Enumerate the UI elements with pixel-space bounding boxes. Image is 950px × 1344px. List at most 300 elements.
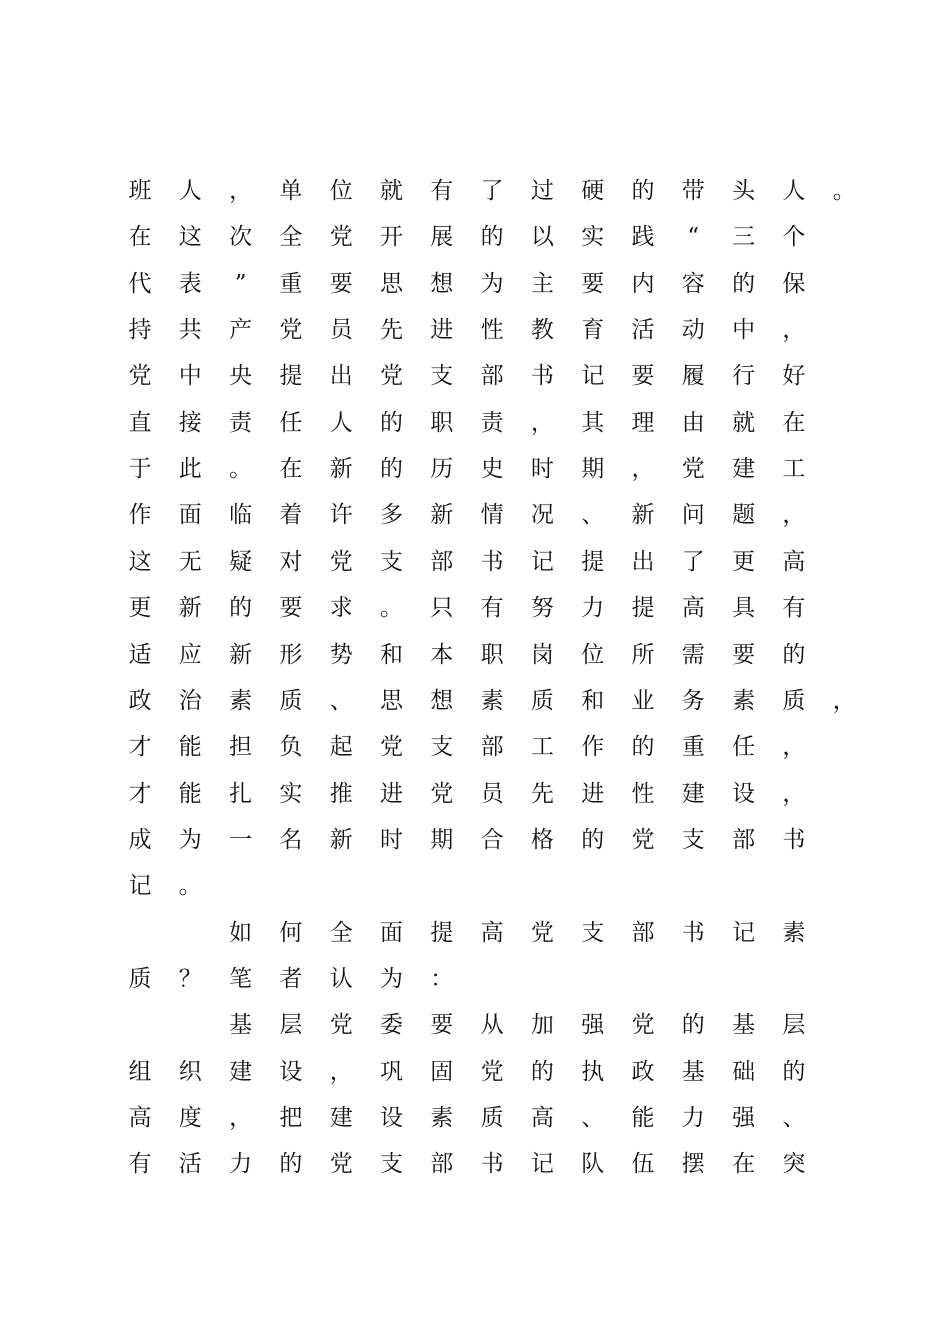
text-char: 对 bbox=[279, 548, 303, 575]
text-char: 党 bbox=[329, 1012, 353, 1039]
text-char: 高 bbox=[681, 595, 705, 622]
text-char: 好 bbox=[782, 363, 806, 390]
text-char: 高 bbox=[480, 919, 504, 946]
text-char: 持 bbox=[128, 317, 152, 344]
text-char: 有 bbox=[480, 595, 504, 622]
text-char: “ bbox=[687, 224, 700, 251]
text-char bbox=[125, 1002, 155, 1048]
text-char: 要 bbox=[581, 270, 605, 297]
text-char: 就 bbox=[732, 409, 756, 436]
text-char: 扎 bbox=[229, 780, 253, 807]
text-char: 要 bbox=[732, 641, 756, 668]
text-char: 为 bbox=[380, 965, 403, 992]
text-char: 员 bbox=[480, 780, 504, 807]
text-char: 党 bbox=[128, 363, 152, 390]
text-char: ， bbox=[782, 780, 806, 807]
text-char: 才 bbox=[128, 780, 152, 807]
text-char: 素 bbox=[480, 687, 504, 714]
text-char: 的 bbox=[480, 224, 504, 251]
text-char: 能 bbox=[178, 734, 202, 761]
text-char: 人 bbox=[329, 409, 353, 436]
text-char: 部 bbox=[430, 548, 454, 575]
text-char: 先 bbox=[530, 780, 554, 807]
text-char: 有 bbox=[782, 595, 806, 622]
text-char: 应 bbox=[178, 641, 202, 668]
text-char: 性 bbox=[480, 317, 504, 344]
text-char: 为 bbox=[178, 826, 202, 853]
text-char: 、 bbox=[782, 1105, 806, 1131]
text-char: 织 bbox=[178, 1058, 202, 1085]
text-char: 任 bbox=[732, 734, 756, 761]
text-char: 记 bbox=[581, 363, 605, 390]
text-char: 于 bbox=[128, 456, 152, 483]
text-char: 部 bbox=[732, 826, 756, 853]
text-char: 期 bbox=[430, 826, 454, 853]
text-char: 新 bbox=[430, 502, 454, 529]
text-char: 巩 bbox=[380, 1058, 403, 1085]
text-char: 质 bbox=[530, 687, 554, 714]
text-char: 建 bbox=[229, 1058, 253, 1085]
text-char: 活 bbox=[178, 1151, 202, 1178]
text-char: 想 bbox=[430, 687, 454, 714]
text-char: 度 bbox=[178, 1105, 202, 1131]
text-char: 部 bbox=[631, 919, 655, 946]
text-char: 质 bbox=[782, 687, 806, 714]
text-char: ， bbox=[229, 1105, 253, 1131]
text-line bbox=[0, 307, 950, 353]
text-char: 业 bbox=[631, 687, 655, 714]
text-char: 作 bbox=[581, 734, 605, 761]
text-char: 。 bbox=[178, 873, 202, 900]
text-char: 容 bbox=[681, 270, 705, 297]
text-char: 素 bbox=[782, 919, 806, 946]
text-char: 新 bbox=[178, 595, 202, 622]
text-char: 出 bbox=[631, 548, 655, 575]
text-char: 在 bbox=[782, 409, 806, 436]
text-char: 责 bbox=[480, 409, 504, 436]
text-char: 履 bbox=[681, 363, 705, 390]
text-line bbox=[0, 261, 950, 307]
text-char: 格 bbox=[530, 826, 554, 853]
text-char: 内 bbox=[631, 270, 655, 297]
text-char: 势 bbox=[329, 641, 353, 668]
text-char: 实 bbox=[581, 224, 605, 251]
text-char: 合 bbox=[480, 826, 504, 853]
text-char: 组 bbox=[128, 1058, 152, 1085]
text-char: 设 bbox=[732, 780, 756, 807]
text-char: 时 bbox=[380, 826, 403, 853]
text-char: 进 bbox=[430, 317, 454, 344]
text-char: 党 bbox=[480, 1058, 504, 1085]
text-char: 加 bbox=[530, 1012, 554, 1039]
text-char: 层 bbox=[279, 1012, 303, 1039]
text-line bbox=[0, 1095, 950, 1141]
text-char: 以 bbox=[530, 224, 554, 251]
text-char: 一 bbox=[229, 826, 253, 853]
text-char: ， bbox=[782, 502, 806, 529]
text-char: 层 bbox=[782, 1012, 806, 1039]
text-char: 素 bbox=[229, 687, 253, 714]
text-char: 者 bbox=[279, 965, 303, 992]
text-char: 的 bbox=[631, 178, 655, 204]
text-char: 新 bbox=[631, 502, 655, 529]
text-char: ， bbox=[832, 687, 856, 714]
text-char: 推 bbox=[329, 780, 353, 807]
text-char: 素 bbox=[430, 1105, 454, 1131]
text-char: 能 bbox=[631, 1105, 655, 1131]
text-line bbox=[0, 632, 950, 678]
text-char: 记 bbox=[732, 919, 756, 946]
text-char: 为 bbox=[480, 270, 504, 297]
text-char: 的 bbox=[782, 1058, 806, 1085]
text-char: 的 bbox=[279, 1151, 303, 1178]
text-char: 力 bbox=[229, 1151, 253, 1178]
text-char: 提 bbox=[631, 595, 655, 622]
text-char: 在 bbox=[732, 1151, 756, 1178]
text-char: 记 bbox=[530, 1151, 554, 1178]
text-char: 历 bbox=[430, 456, 454, 483]
text-char: 努 bbox=[530, 595, 554, 622]
text-char: 的 bbox=[732, 270, 756, 297]
text-line bbox=[0, 400, 950, 446]
text-char: 从 bbox=[480, 1012, 504, 1039]
text-line bbox=[0, 817, 950, 863]
text-char: 素 bbox=[732, 687, 756, 714]
text-char: 任 bbox=[279, 409, 303, 436]
text-char: 动 bbox=[681, 317, 705, 344]
text-char: 期 bbox=[581, 456, 605, 483]
text-line bbox=[0, 1049, 950, 1095]
text-char: 中 bbox=[178, 363, 202, 390]
text-char: 执 bbox=[581, 1058, 605, 1085]
text-char: 更 bbox=[732, 548, 756, 575]
text-char: 实 bbox=[279, 780, 303, 807]
text-char: 面 bbox=[380, 919, 403, 946]
text-char: 思 bbox=[380, 270, 403, 297]
text-char: 个 bbox=[782, 224, 806, 251]
text-line bbox=[0, 956, 950, 1002]
text-char: 工 bbox=[782, 456, 806, 483]
text-char: 形 bbox=[279, 641, 303, 668]
text-char: 带 bbox=[681, 178, 705, 204]
text-char: 位 bbox=[329, 178, 353, 204]
text-char: 史 bbox=[480, 456, 504, 483]
text-char: 强 bbox=[581, 1012, 605, 1039]
text-char: 由 bbox=[681, 409, 705, 436]
text-char: 职 bbox=[480, 641, 504, 668]
text-char: 基 bbox=[229, 1012, 253, 1039]
text-char: 记 bbox=[128, 873, 152, 900]
text-char: 础 bbox=[732, 1058, 756, 1085]
text-char: 展 bbox=[430, 224, 454, 251]
text-char: 时 bbox=[530, 456, 554, 483]
text-char: 、 bbox=[581, 502, 605, 529]
text-char: 成 bbox=[128, 826, 152, 853]
text-char: 要 bbox=[329, 270, 353, 297]
text-char: 党 bbox=[430, 780, 454, 807]
text-char: 表 bbox=[178, 270, 202, 297]
text-line bbox=[0, 678, 950, 724]
text-char: 建 bbox=[681, 780, 705, 807]
text-char: 接 bbox=[178, 409, 202, 436]
text-char: 要 bbox=[631, 363, 655, 390]
text-char: 岗 bbox=[530, 641, 554, 668]
text-char: 新 bbox=[229, 641, 253, 668]
text-char: ， bbox=[782, 317, 806, 344]
text-char: 情 bbox=[480, 502, 504, 529]
text-char: 新 bbox=[329, 456, 353, 483]
text-char: 所 bbox=[631, 641, 655, 668]
text-char: 责 bbox=[229, 409, 253, 436]
text-char: 着 bbox=[279, 502, 303, 529]
text-char: 书 bbox=[530, 363, 554, 390]
text-char: ： bbox=[430, 965, 454, 992]
text-char: 许 bbox=[329, 502, 353, 529]
text-char: 负 bbox=[279, 734, 303, 761]
text-char: 更 bbox=[128, 595, 152, 622]
text-char: 三 bbox=[732, 224, 756, 251]
text-char: 认 bbox=[329, 965, 353, 992]
text-char: 伍 bbox=[631, 1151, 655, 1178]
text-char: 共 bbox=[178, 317, 202, 344]
text-char: 这 bbox=[128, 548, 152, 575]
text-char: 质 bbox=[279, 687, 303, 714]
text-char: 提 bbox=[430, 919, 454, 946]
text-char: 支 bbox=[380, 1151, 403, 1178]
text-char: 求 bbox=[329, 595, 353, 622]
text-char: 中 bbox=[732, 317, 756, 344]
text-char: 何 bbox=[279, 919, 303, 946]
text-char: 践 bbox=[631, 224, 655, 251]
text-char: 高 bbox=[530, 1105, 554, 1131]
text-char: 作 bbox=[128, 502, 152, 529]
text-char: 重 bbox=[681, 734, 705, 761]
text-char: 重 bbox=[279, 270, 303, 297]
text-char: 把 bbox=[279, 1105, 303, 1131]
text-char: 固 bbox=[430, 1058, 454, 1085]
text-char: 行 bbox=[732, 363, 756, 390]
text-line bbox=[0, 1141, 950, 1187]
text-char: 硬 bbox=[581, 178, 605, 204]
text-char: 先 bbox=[380, 317, 403, 344]
text-line bbox=[0, 863, 950, 909]
text-char: 在 bbox=[279, 456, 303, 483]
text-line bbox=[0, 214, 950, 260]
text-char: 能 bbox=[178, 780, 202, 807]
text-char: 位 bbox=[581, 641, 605, 668]
text-char: 政 bbox=[631, 1058, 655, 1085]
text-char: 多 bbox=[380, 502, 403, 529]
text-char: 党 bbox=[380, 363, 403, 390]
text-char: 建 bbox=[732, 456, 756, 483]
text-char: 和 bbox=[581, 687, 605, 714]
text-line bbox=[0, 446, 950, 492]
text-char: 本 bbox=[430, 641, 454, 668]
text-char: 队 bbox=[581, 1151, 605, 1178]
text-char: 摆 bbox=[681, 1151, 705, 1178]
text-char: 书 bbox=[782, 826, 806, 853]
text-char: 党 bbox=[631, 826, 655, 853]
text-char: 想 bbox=[430, 270, 454, 297]
text-char: 基 bbox=[732, 1012, 756, 1039]
text-char: 央 bbox=[229, 363, 253, 390]
text-char: 的 bbox=[681, 1012, 705, 1039]
text-char: 问 bbox=[681, 502, 705, 529]
text-char: 开 bbox=[380, 224, 403, 251]
text-char: 疑 bbox=[229, 548, 253, 575]
text-char: 、 bbox=[329, 687, 353, 714]
text-char: 党 bbox=[631, 1012, 655, 1039]
text-char: 活 bbox=[631, 317, 655, 344]
text-char: 的 bbox=[380, 409, 403, 436]
text-char: 质 bbox=[480, 1105, 504, 1131]
text-char: 直 bbox=[128, 409, 152, 436]
text-char: 名 bbox=[279, 826, 303, 853]
text-char: 产 bbox=[229, 317, 253, 344]
text-char: 提 bbox=[581, 548, 605, 575]
text-char: 要 bbox=[279, 595, 303, 622]
text-char: 无 bbox=[178, 548, 202, 575]
text-char: 人 bbox=[782, 178, 806, 204]
text-char: 。 bbox=[229, 456, 253, 483]
text-char: 部 bbox=[480, 734, 504, 761]
text-char: 党 bbox=[329, 224, 353, 251]
text-char: 书 bbox=[480, 1151, 504, 1178]
text-char: 了 bbox=[480, 178, 504, 204]
text-char: 部 bbox=[480, 363, 504, 390]
text-char: 书 bbox=[480, 548, 504, 575]
text-char: 出 bbox=[329, 363, 353, 390]
text-char: 委 bbox=[380, 1012, 403, 1039]
text-char: 。 bbox=[380, 595, 403, 622]
text-char: 此 bbox=[178, 456, 202, 483]
text-char: 。 bbox=[832, 178, 856, 204]
text-char: 全 bbox=[329, 919, 353, 946]
text-char: 进 bbox=[380, 780, 403, 807]
text-char: 只 bbox=[430, 595, 454, 622]
text-char: 书 bbox=[681, 919, 705, 946]
text-char: ， bbox=[530, 409, 554, 436]
text-char: 党 bbox=[329, 1151, 353, 1178]
text-char: ？ bbox=[178, 965, 202, 992]
text-char: 政 bbox=[128, 687, 152, 714]
text-char: 和 bbox=[380, 641, 403, 668]
text-char: 强 bbox=[732, 1105, 756, 1131]
text-char: 力 bbox=[581, 595, 605, 622]
text-char: 的 bbox=[229, 595, 253, 622]
text-char: 高 bbox=[128, 1105, 152, 1131]
text-line bbox=[0, 724, 950, 770]
text-line bbox=[0, 771, 950, 817]
text-char: 班 bbox=[128, 178, 152, 204]
text-char: 的 bbox=[380, 456, 403, 483]
text-char: 记 bbox=[530, 548, 554, 575]
text-char: 主 bbox=[530, 270, 554, 297]
text-char: 面 bbox=[178, 502, 202, 529]
text-char: 次 bbox=[229, 224, 253, 251]
text-line bbox=[0, 585, 950, 631]
text-line bbox=[0, 1002, 950, 1048]
text-char: 在 bbox=[128, 224, 152, 251]
text-char: 才 bbox=[128, 734, 152, 761]
text-char: 党 bbox=[329, 548, 353, 575]
text-char: 设 bbox=[279, 1058, 303, 1085]
text-char: 党 bbox=[380, 734, 403, 761]
text-char: 头 bbox=[732, 178, 756, 204]
text-char: 部 bbox=[430, 1151, 454, 1178]
text-char bbox=[175, 910, 205, 956]
text-char: 教 bbox=[530, 317, 554, 344]
text-char: 设 bbox=[380, 1105, 403, 1131]
text-char: 新 bbox=[329, 826, 353, 853]
text-char: 高 bbox=[782, 548, 806, 575]
text-char bbox=[125, 910, 155, 956]
text-char: 质 bbox=[128, 965, 152, 992]
text-char: 有 bbox=[430, 178, 454, 204]
text-char: 的 bbox=[581, 826, 605, 853]
text-line bbox=[0, 539, 950, 585]
text-char: 工 bbox=[530, 734, 554, 761]
text-char: 理 bbox=[631, 409, 655, 436]
text-char: 党 bbox=[530, 919, 554, 946]
text-char: 支 bbox=[681, 826, 705, 853]
text-char: 支 bbox=[581, 919, 605, 946]
text-line bbox=[0, 353, 950, 399]
text-char: 职 bbox=[430, 409, 454, 436]
text-char: 需 bbox=[681, 641, 705, 668]
text-char: 支 bbox=[430, 734, 454, 761]
text-char: ， bbox=[782, 734, 806, 761]
text-char: 笔 bbox=[229, 965, 253, 992]
text-char: 单 bbox=[279, 178, 303, 204]
text-char: 代 bbox=[128, 270, 152, 297]
text-char: 全 bbox=[279, 224, 303, 251]
text-char: 适 bbox=[128, 641, 152, 668]
text-char: 突 bbox=[782, 1151, 806, 1178]
text-char: 临 bbox=[229, 502, 253, 529]
text-char: 况 bbox=[530, 502, 554, 529]
text-char bbox=[175, 1002, 205, 1048]
text-char: ” bbox=[234, 270, 247, 297]
text-char: 的 bbox=[530, 1058, 554, 1085]
text-char: 有 bbox=[128, 1151, 152, 1178]
text-char: 性 bbox=[631, 780, 655, 807]
text-char: ， bbox=[329, 1058, 353, 1085]
text-char: 保 bbox=[782, 270, 806, 297]
text-char: 就 bbox=[380, 178, 403, 204]
text-char: 的 bbox=[631, 734, 655, 761]
text-char: 具 bbox=[732, 595, 756, 622]
text-char: 进 bbox=[581, 780, 605, 807]
text-line bbox=[0, 492, 950, 538]
text-char: 、 bbox=[581, 1105, 605, 1131]
text-char: 力 bbox=[681, 1105, 705, 1131]
text-char: 如 bbox=[229, 919, 253, 946]
text-char: 要 bbox=[430, 1012, 454, 1039]
text-char: 党 bbox=[279, 317, 303, 344]
text-char: 了 bbox=[681, 548, 705, 575]
text-char: 提 bbox=[279, 363, 303, 390]
text-char: 建 bbox=[329, 1105, 353, 1131]
text-line bbox=[0, 910, 950, 956]
text-char: 支 bbox=[430, 363, 454, 390]
text-char: 其 bbox=[581, 409, 605, 436]
text-char: ， bbox=[229, 178, 253, 204]
text-char: ， bbox=[631, 456, 655, 483]
text-char: 基 bbox=[681, 1058, 705, 1085]
text-char: 担 bbox=[229, 734, 253, 761]
text-char: 支 bbox=[380, 548, 403, 575]
